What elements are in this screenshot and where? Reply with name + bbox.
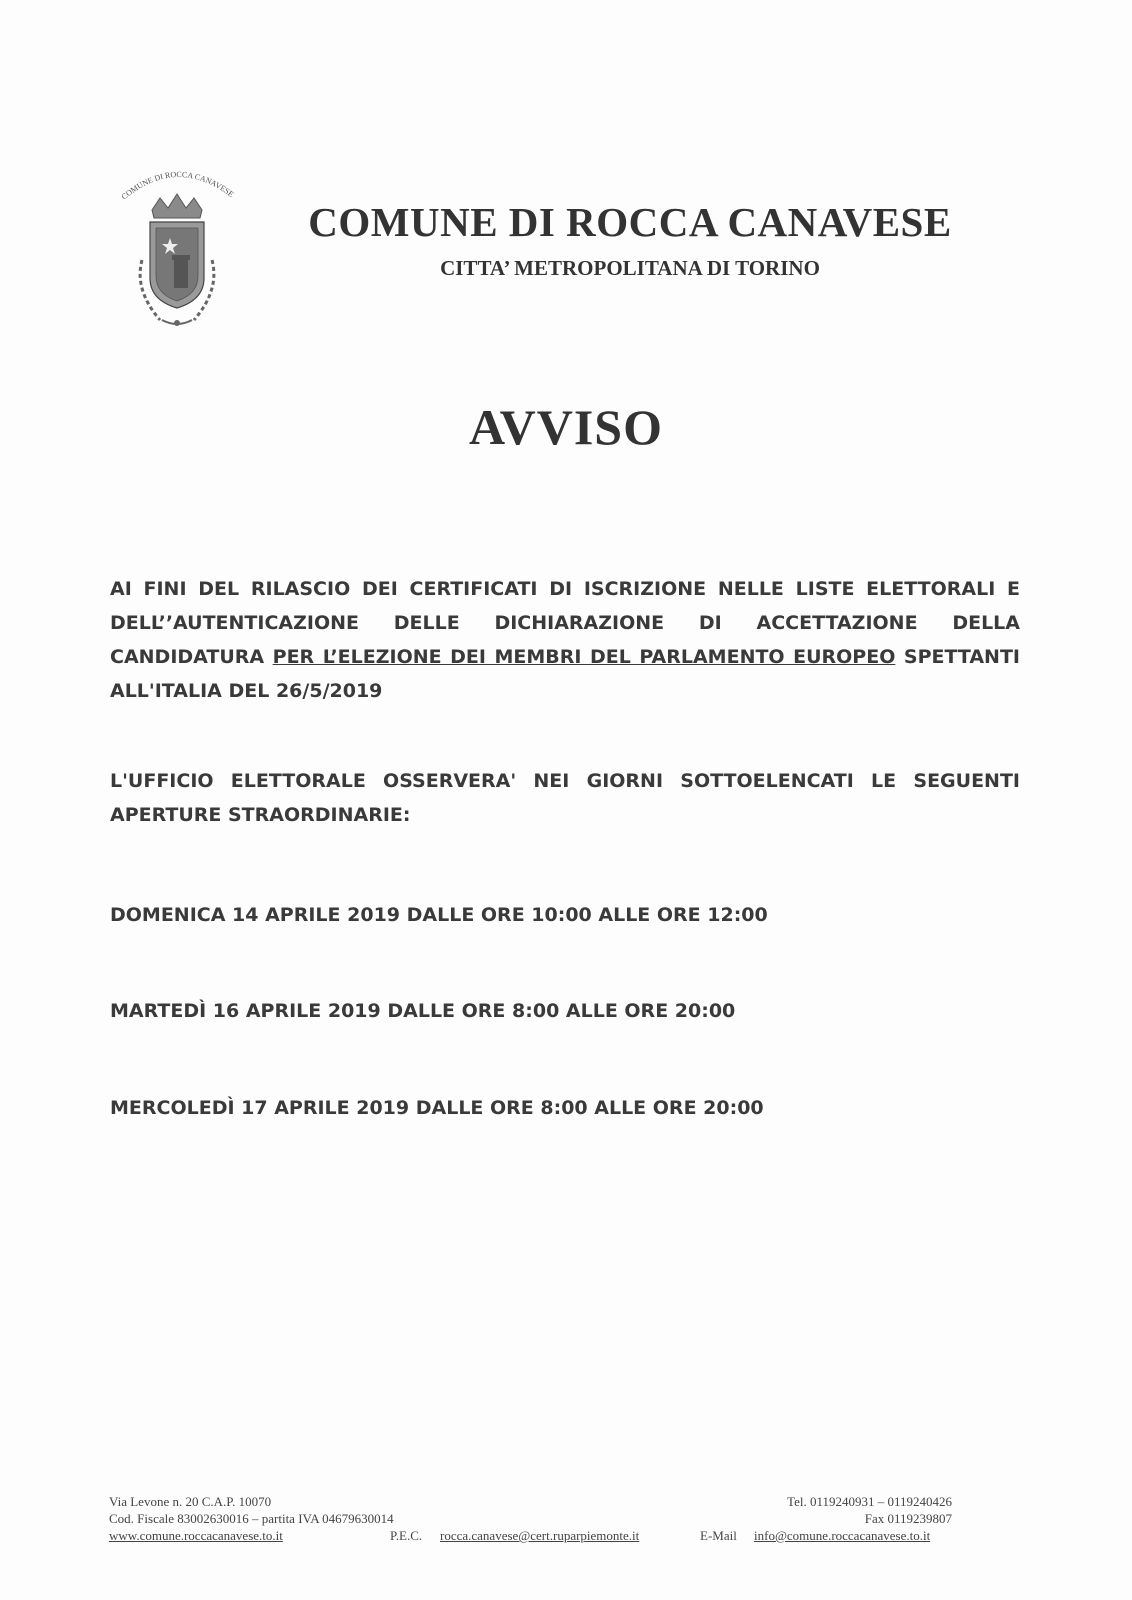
footer-address: Via Levone n. 20 C.A.P. 10070 bbox=[109, 1494, 272, 1509]
schedule-item: MERCOLEDÌ 17 APRILE 2019 DALLE ORE 8:00 ALLE ORE 20:00 bbox=[110, 1097, 764, 1119]
paragraph-1-text-end: SPETTANTI ALL'ITALIA DEL 26/5/2019 bbox=[110, 646, 1020, 702]
footer-email-link[interactable]: info@comune.roccacanavese.to.it bbox=[754, 1528, 931, 1543]
footer-phone: Tel. 0119240931 – 0119240426 bbox=[787, 1494, 952, 1509]
notice-paragraph-1 bbox=[110, 572, 1020, 708]
municipality-subtitle: CITTA’ METROPOLITANA DI TORINO bbox=[440, 256, 820, 280]
schedule-item: MARTEDÌ 16 APRILE 2019 DALLE ORE 8:00 ALLE ORE 20:00 bbox=[110, 1000, 736, 1022]
municipality-title: COMUNE DI ROCCA CANAVESE bbox=[308, 199, 952, 245]
crest-arc-text: COMUNE DI ROCCA CANAVESE bbox=[119, 169, 236, 202]
paragraph-1-underlined-text: PER L’ELEZIONE DEI MEMBRI DEL PARLAMENTO EUROPEO bbox=[272, 646, 896, 668]
schedule-item: DOMENICA 14 APRILE 2019 DALLE ORE 10:00 ALLE ORE 12:00 bbox=[110, 904, 768, 926]
notice-heading: AVVISO bbox=[468, 399, 664, 455]
footer-pec-label: P.E.C. bbox=[390, 1528, 423, 1543]
footer-fiscal-code: Cod. Fiscale 83002630016 – partita IVA 04679630014 bbox=[109, 1511, 394, 1526]
municipal-crest-logo bbox=[112, 160, 242, 340]
footer-fax: Fax 0119239807 bbox=[864, 1511, 952, 1526]
footer-website-link[interactable]: www.comune.roccacanavese.to.it bbox=[109, 1528, 283, 1543]
footer-pec-link[interactable]: rocca.canavese@cert.ruparpiemonte.it bbox=[440, 1528, 640, 1543]
paragraph-1-text: AI FINI DEL RILASCIO DEI CERTIFICATI DI ISCRIZIONE NELLE LISTE ELETTORALI E DELL’’AUTENTICAZIONE DELLE DICHIARAZIONE DI ACCETTAZIONE DELLA CANDIDATURA bbox=[110, 578, 1020, 668]
notice-paragraph-2: L'UFFICIO ELETTORALE OSSERVERA' NEI GIORNI SOTTOELENCATI LE SEGUENTI APERTURE STRAORDINARIE: bbox=[110, 770, 1020, 826]
footer-email-label: E-Mail bbox=[700, 1528, 737, 1543]
